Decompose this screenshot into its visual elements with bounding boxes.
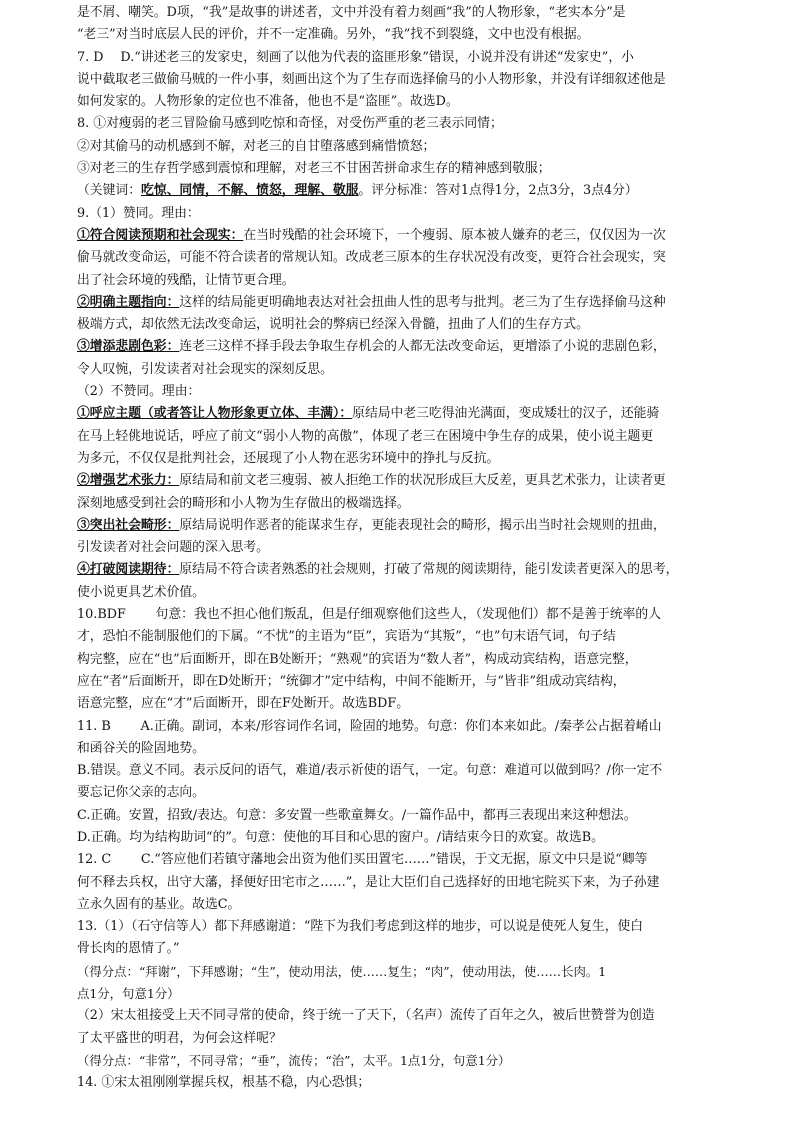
text-line [77, 782, 764, 804]
text-line [77, 916, 764, 938]
text-run: C.正确。安置，招致/表达。句意：多安置一些歌童舞女。/一篇作品中，都再三表现出来这种想法。 [77, 807, 637, 823]
text-line [77, 671, 764, 693]
text-run: 14. ①宋太祖刚刚掌握兵权，根基不稳，内心恐惧； [77, 1075, 371, 1091]
text-run: 9.（1）赞同。理由： [77, 205, 200, 221]
emphasized-text: ④打破阅读期待： [77, 562, 180, 578]
text-line [77, 136, 764, 158]
text-line [77, 983, 764, 1005]
emphasized-text: ①呼应主题（或者答让人物形象更立体、丰满）： [77, 406, 353, 422]
text-run: 点1分，句意1分） [77, 986, 180, 1002]
text-run: 原结局不符合读者熟悉的社会规则，打破了常规的阅读期待，能引发读者更深入的思考， [179, 562, 679, 578]
text-run: “老三”对当时底层人民的评价，并不一定准确。另外，“我”找不到裂缝，文中也没有根据。 [77, 27, 590, 43]
text-line [77, 158, 764, 180]
text-line [77, 849, 764, 871]
text-line [77, 693, 764, 715]
text-line [77, 626, 764, 648]
text-run: 语意完整，应在“才”后面断开，即在F处断开。故选BDF。 [77, 696, 410, 712]
text-run: 何不释去兵权，出守大藩，择便好田宅市之……”，是让大臣们自己选择好的田地宅院买下来，为子孙建 [77, 874, 660, 890]
text-line [77, 649, 764, 671]
text-line [77, 270, 764, 292]
text-run: 偷马就改变命运，可能不符合读者的常规认知。改成老三原本的生存状况没有改变，更符合社会现实，突 [77, 250, 666, 266]
text-line [77, 292, 764, 314]
text-run: 才，恐怕不能制服他们的下属。“不忧”的主语为“臣”，宾语为“其叛”，“也”句末语气词，句子结 [77, 629, 616, 645]
text-line [77, 403, 764, 425]
emphasized-text: 吃惊、同情，不解、愤怒，理解、敬服 [140, 183, 359, 199]
text-run: 使小说更具艺术价值。 [77, 584, 205, 600]
text-line [77, 426, 764, 448]
text-line [77, 515, 764, 537]
text-run: 10.BDF 句意：我也不担心他们叛乱，但是仔细观察他们这些人，（发现他们）都不是善于统率的人 [77, 607, 662, 623]
text-line [77, 493, 764, 515]
text-run: 和函谷关的险固地势。 [77, 740, 205, 756]
emphasized-text: ①符合阅读预期和社会现实： [77, 227, 244, 243]
text-line [77, 314, 764, 336]
text-run: 要忘记你父亲的志向。 [77, 785, 205, 801]
text-run: 12. C C.“答应他们若镇守藩地会出资为他们买田置宅……”错误，于文无据，原文中只是说“卿等 [77, 852, 648, 868]
text-line [77, 225, 764, 247]
emphasized-text: ③突出社会畸形： [77, 517, 180, 533]
text-run: 原结局中老三吃得油光满面，变成矮壮的汉子，还能骑 [352, 406, 660, 422]
emphasized-text: ②明确主题指向： [77, 294, 180, 310]
text-run: 引发读者对社会问题的深入思考。 [77, 540, 269, 556]
text-run: 出了社会环境的残酷，让情节更合理。 [77, 272, 295, 288]
text-run: ②对其偷马的动机感到不解，对老三的自甘堕落感到痛惜愤怒； [77, 138, 436, 154]
emphasized-text: ③增添悲剧色彩： [77, 339, 180, 355]
text-run: （得分点：“拜谢”，下拜感谢；“生”，使动用法，使……复生；“肉”，使动用法，使……长肉。1 [77, 963, 607, 979]
text-run: 了太平盛世的明君，为何会这样呢？ [77, 1030, 282, 1046]
text-run: ③对老三的生存哲学感到震惊和理解，对老三不甘困苦拼命求生存的精神感到敬服； [77, 161, 551, 177]
text-run: 是不屑、嘲笑。D项，“我”是故事的讲述者，文中并没有着力刻画“我”的人物形象，“老实本分”是 [77, 5, 626, 20]
text-run: 这样的结局能更明确地表达对社会扭曲人性的思考与批判。老三为了生存选择偷马这种 [179, 294, 666, 310]
text-run: 8. ①对瘦弱的老三冒险偷马感到吃惊和奇怪，对受伤严重的老三表示同情； [77, 116, 503, 132]
text-line [77, 872, 764, 894]
text-line [77, 113, 764, 135]
text-run: 深刻地感受到社会的畸形和小人物为生存做出的极端选择。 [77, 495, 410, 511]
text-line [77, 559, 764, 581]
text-line [77, 938, 764, 960]
text-line [77, 91, 764, 113]
text-line [77, 604, 764, 626]
text-line [77, 805, 764, 827]
text-line [77, 760, 764, 782]
text-line [77, 470, 764, 492]
text-run: 构完整，应在“也”后面断开，即在B处断开；“熟观”的宾语为“数人者”，构成动宾结构，语意完整， [77, 651, 638, 667]
text-run: 原结局说明作恶者的能谋求生存，更能表现社会的畸形，揭示出当时社会规则的扭曲， [179, 517, 666, 533]
text-line [77, 1005, 764, 1027]
text-line [77, 203, 764, 225]
text-line [77, 180, 764, 202]
text-line [77, 582, 764, 604]
text-run: 7. D D.“讲述老三的发家史，刻画了以他为代表的盗匪形象”错误，小说并没有讲述“发家史”，小 [77, 49, 634, 65]
emphasized-text: ②增强艺术张力： [77, 473, 180, 489]
text-line [77, 381, 764, 403]
text-line [77, 24, 764, 46]
text-line [77, 47, 764, 69]
text-run: 骨长肉的恩情了。” [77, 941, 180, 957]
text-run: B.错误。意义不同。表示反问的语气，难道/表示祈使的语气，一定。句意：难道可以做到吗？/你一定不 [77, 763, 663, 779]
text-run: 极端方式，却依然无法改变命运，说明社会的弊病已经深入骨髓，扭曲了人们的生存方式。 [77, 317, 589, 333]
text-run: 应在“者”后面断开，即在D处断开；“统御才”定中结构，中间不能断开，与“皆非”组成动宾结构， [77, 673, 626, 689]
text-run: 13.（1）（石守信等人）都下拜感谢道：“陛下为我们考虑到这样的地步，可以说是使死人复生，使白 [77, 919, 644, 935]
text-line [77, 894, 764, 916]
text-run: 。评分标准：答对1点得1分，2点3分，3点4分） [358, 183, 638, 199]
text-line [77, 1028, 764, 1050]
text-run: 11. B A.正确。副词，本来/形容词作名词，险固的地势。句意：你们本来如此。/秦孝公占据着崤山 [77, 718, 662, 734]
text-run: 为多元，不仅仅是批判社会，还展现了小人物在恶劣环境中的挣扎与反抗。 [77, 450, 500, 466]
text-line [77, 359, 764, 381]
text-line [77, 537, 764, 559]
text-line [77, 69, 764, 91]
text-run: （关键词： [77, 183, 141, 199]
text-run: 在马上轻佻地说话，呼应了前文“弱小人物的高傲”，体现了老三在困境中争生存的成果，使小说主题更 [77, 428, 654, 444]
text-run: 如何发家的。人物形象的定位也不准备，他也不是“盗匪”。故选D。 [77, 94, 459, 110]
text-run: （2）宋太祖接受上天不同寻常的使命，终于统一了天下，（名声）流传了百年之久，被后世赞誉为创造 [77, 1008, 655, 1024]
text-run: 说中截取老三做偷马贼的一件小事，刻画出这个为了生存而选择偷马的小人物形象，并没有详细叙述他是 [77, 71, 666, 87]
text-run: 令人叹惋，引发读者对社会现实的深刻反思。 [77, 361, 333, 377]
text-line [77, 1072, 764, 1094]
text-run: 原结局和前文老三瘦弱、被人拒绝工作的状况形成巨大反差，更具艺术张力，让读者更 [179, 473, 666, 489]
text-run: 在当时残酷的社会环境下，一个瘦弱、原本被人嫌弃的老三，仅仅因为一次 [243, 227, 666, 243]
text-line [77, 961, 764, 983]
text-run: 连老三这样不择手段去争取生存机会的人都无法改变命运，更增添了小说的悲剧色彩， [179, 339, 666, 355]
text-run: （2）不赞同。理由： [77, 384, 201, 400]
text-run: 立永久固有的基业。故选C。 [77, 896, 241, 912]
text-run: D.正确。均为结构助词“的”。句意：使他的耳目和心思的窗户。/请结束今日的欢宴。故选B。 [77, 829, 604, 845]
text-line [77, 336, 764, 358]
text-line [77, 827, 764, 849]
text-line [77, 448, 764, 470]
text-line [77, 2, 764, 24]
text-line [77, 247, 764, 269]
text-run: （得分点：“非常”，不同寻常；“垂”，流传；“治”，太平。1点1分，句意1分） [77, 1052, 511, 1068]
text-line [77, 1050, 764, 1072]
text-line [77, 738, 764, 760]
text-line [77, 716, 764, 738]
